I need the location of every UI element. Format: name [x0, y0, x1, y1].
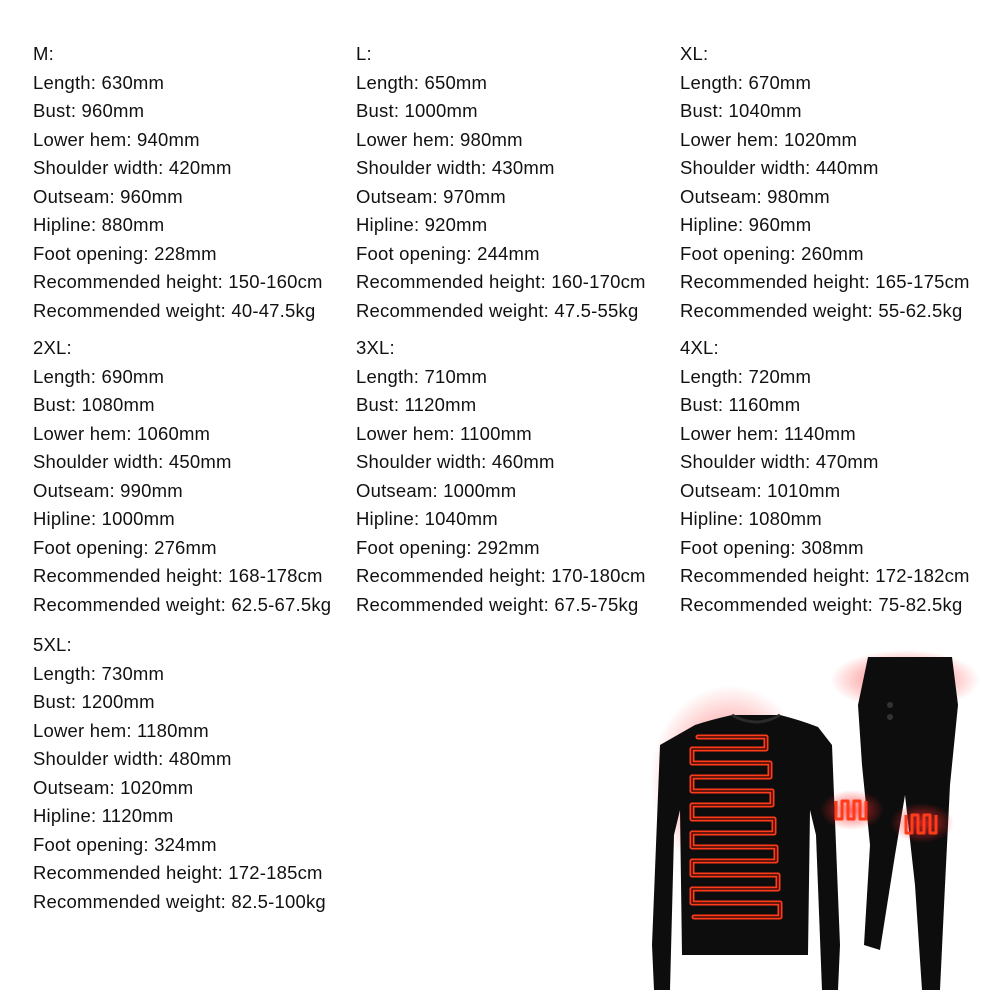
size-length: Length: 710mm [356, 365, 488, 387]
size-shoulder-width: Shoulder width: 430mm [356, 157, 555, 178]
pants-button [887, 702, 893, 708]
size-recommended-height: Recommended height: 168-178cm [33, 565, 323, 586]
size-block-m [33, 40, 363, 325]
size-length: Length: 730mm [33, 662, 165, 684]
size-bust: Bust: 960mm [33, 100, 145, 121]
size-hipline: Hipline: 880mm [33, 214, 165, 235]
size-shoulder-width: Shoulder width: 420mm [33, 157, 232, 178]
size-foot-opening: Foot opening: 244mm [356, 242, 540, 264]
size-lower-hem: Lower hem: 1180mm [33, 719, 209, 741]
size-foot-opening: Foot opening: 260mm [680, 242, 864, 264]
size-lower-hem: Lower hem: 1140mm [680, 422, 856, 444]
size-length: Length: 720mm [680, 365, 812, 387]
size-hipline: Hipline: 1080mm [680, 508, 822, 529]
size-lower-hem: Lower hem: 980mm [356, 128, 523, 150]
size-outseam: Outseam: 1010mm [680, 479, 841, 501]
size-foot-opening: Foot opening: 276mm [33, 536, 217, 558]
size-block-3xl [356, 334, 686, 619]
size-recommended-weight: Recommended weight: 67.5-75kg [356, 593, 639, 615]
size-outseam: Outseam: 970mm [356, 185, 506, 207]
size-outseam: Outseam: 990mm [33, 479, 183, 501]
size-lower-hem: Lower hem: 940mm [33, 128, 200, 150]
size-recommended-height: Recommended height: 172-182cm [680, 565, 970, 586]
heated-thermal-underwear-image [640, 645, 1000, 1000]
size-foot-opening: Foot opening: 228mm [33, 242, 217, 264]
size-title: 2XL: [33, 337, 72, 358]
size-block-2xl [33, 334, 363, 619]
size-recommended-weight: Recommended weight: 75-82.5kg [680, 593, 963, 615]
size-title: 4XL: [680, 337, 719, 358]
size-recommended-weight: Recommended weight: 47.5-55kg [356, 299, 639, 321]
size-hipline: Hipline: 920mm [356, 214, 488, 235]
size-outseam: Outseam: 1020mm [33, 776, 194, 798]
size-block-l [356, 40, 686, 325]
size-recommended-height: Recommended height: 165-175cm [680, 271, 970, 292]
size-foot-opening: Foot opening: 292mm [356, 536, 540, 558]
size-recommended-height: Recommended height: 172-185cm [33, 862, 323, 883]
size-title: XL: [680, 43, 709, 64]
size-bust: Bust: 1000mm [356, 100, 478, 121]
size-recommended-weight: Recommended weight: 82.5-100kg [33, 890, 326, 912]
size-recommended-height: Recommended height: 170-180cm [356, 565, 646, 586]
size-length: Length: 690mm [33, 365, 165, 387]
size-length: Length: 650mm [356, 71, 488, 93]
size-bust: Bust: 1120mm [356, 394, 477, 415]
size-bust: Bust: 1080mm [33, 394, 155, 415]
size-outseam: Outseam: 980mm [680, 185, 830, 207]
size-lower-hem: Lower hem: 1100mm [356, 422, 532, 444]
size-block-4xl [680, 334, 1000, 619]
size-title: M: [33, 43, 54, 64]
size-bust: Bust: 1040mm [680, 100, 802, 121]
size-recommended-height: Recommended height: 160-170cm [356, 271, 646, 292]
size-recommended-height: Recommended height: 150-160cm [33, 271, 323, 292]
size-block-5xl [33, 631, 363, 916]
size-hipline: Hipline: 1000mm [33, 508, 175, 529]
size-foot-opening: Foot opening: 308mm [680, 536, 864, 558]
left-knee-heat-glow [820, 790, 884, 830]
size-title: L: [356, 43, 372, 64]
size-shoulder-width: Shoulder width: 480mm [33, 748, 232, 769]
size-hipline: Hipline: 1120mm [33, 805, 174, 826]
size-shoulder-width: Shoulder width: 450mm [33, 451, 232, 472]
size-recommended-weight: Recommended weight: 40-47.5kg [33, 299, 316, 321]
size-shoulder-width: Shoulder width: 460mm [356, 451, 555, 472]
right-knee-heat-glow [890, 803, 954, 843]
size-length: Length: 630mm [33, 71, 165, 93]
size-hipline: Hipline: 960mm [680, 214, 812, 235]
size-lower-hem: Lower hem: 1060mm [33, 422, 211, 444]
size-title: 5XL: [33, 634, 72, 655]
size-lower-hem: Lower hem: 1020mm [680, 128, 858, 150]
size-block-xl [680, 40, 1000, 325]
size-length: Length: 670mm [680, 71, 812, 93]
size-bust: Bust: 1160mm [680, 394, 801, 415]
size-outseam: Outseam: 960mm [33, 185, 183, 207]
size-foot-opening: Foot opening: 324mm [33, 833, 217, 855]
size-outseam: Outseam: 1000mm [356, 479, 517, 501]
size-shoulder-width: Shoulder width: 440mm [680, 157, 879, 178]
pants-button [887, 714, 893, 720]
size-bust: Bust: 1200mm [33, 691, 155, 712]
size-recommended-weight: Recommended weight: 55-62.5kg [680, 299, 963, 321]
size-shoulder-width: Shoulder width: 470mm [680, 451, 879, 472]
size-hipline: Hipline: 1040mm [356, 508, 498, 529]
size-recommended-weight: Recommended weight: 62.5-67.5kg [33, 593, 332, 615]
size-title: 3XL: [356, 337, 395, 358]
